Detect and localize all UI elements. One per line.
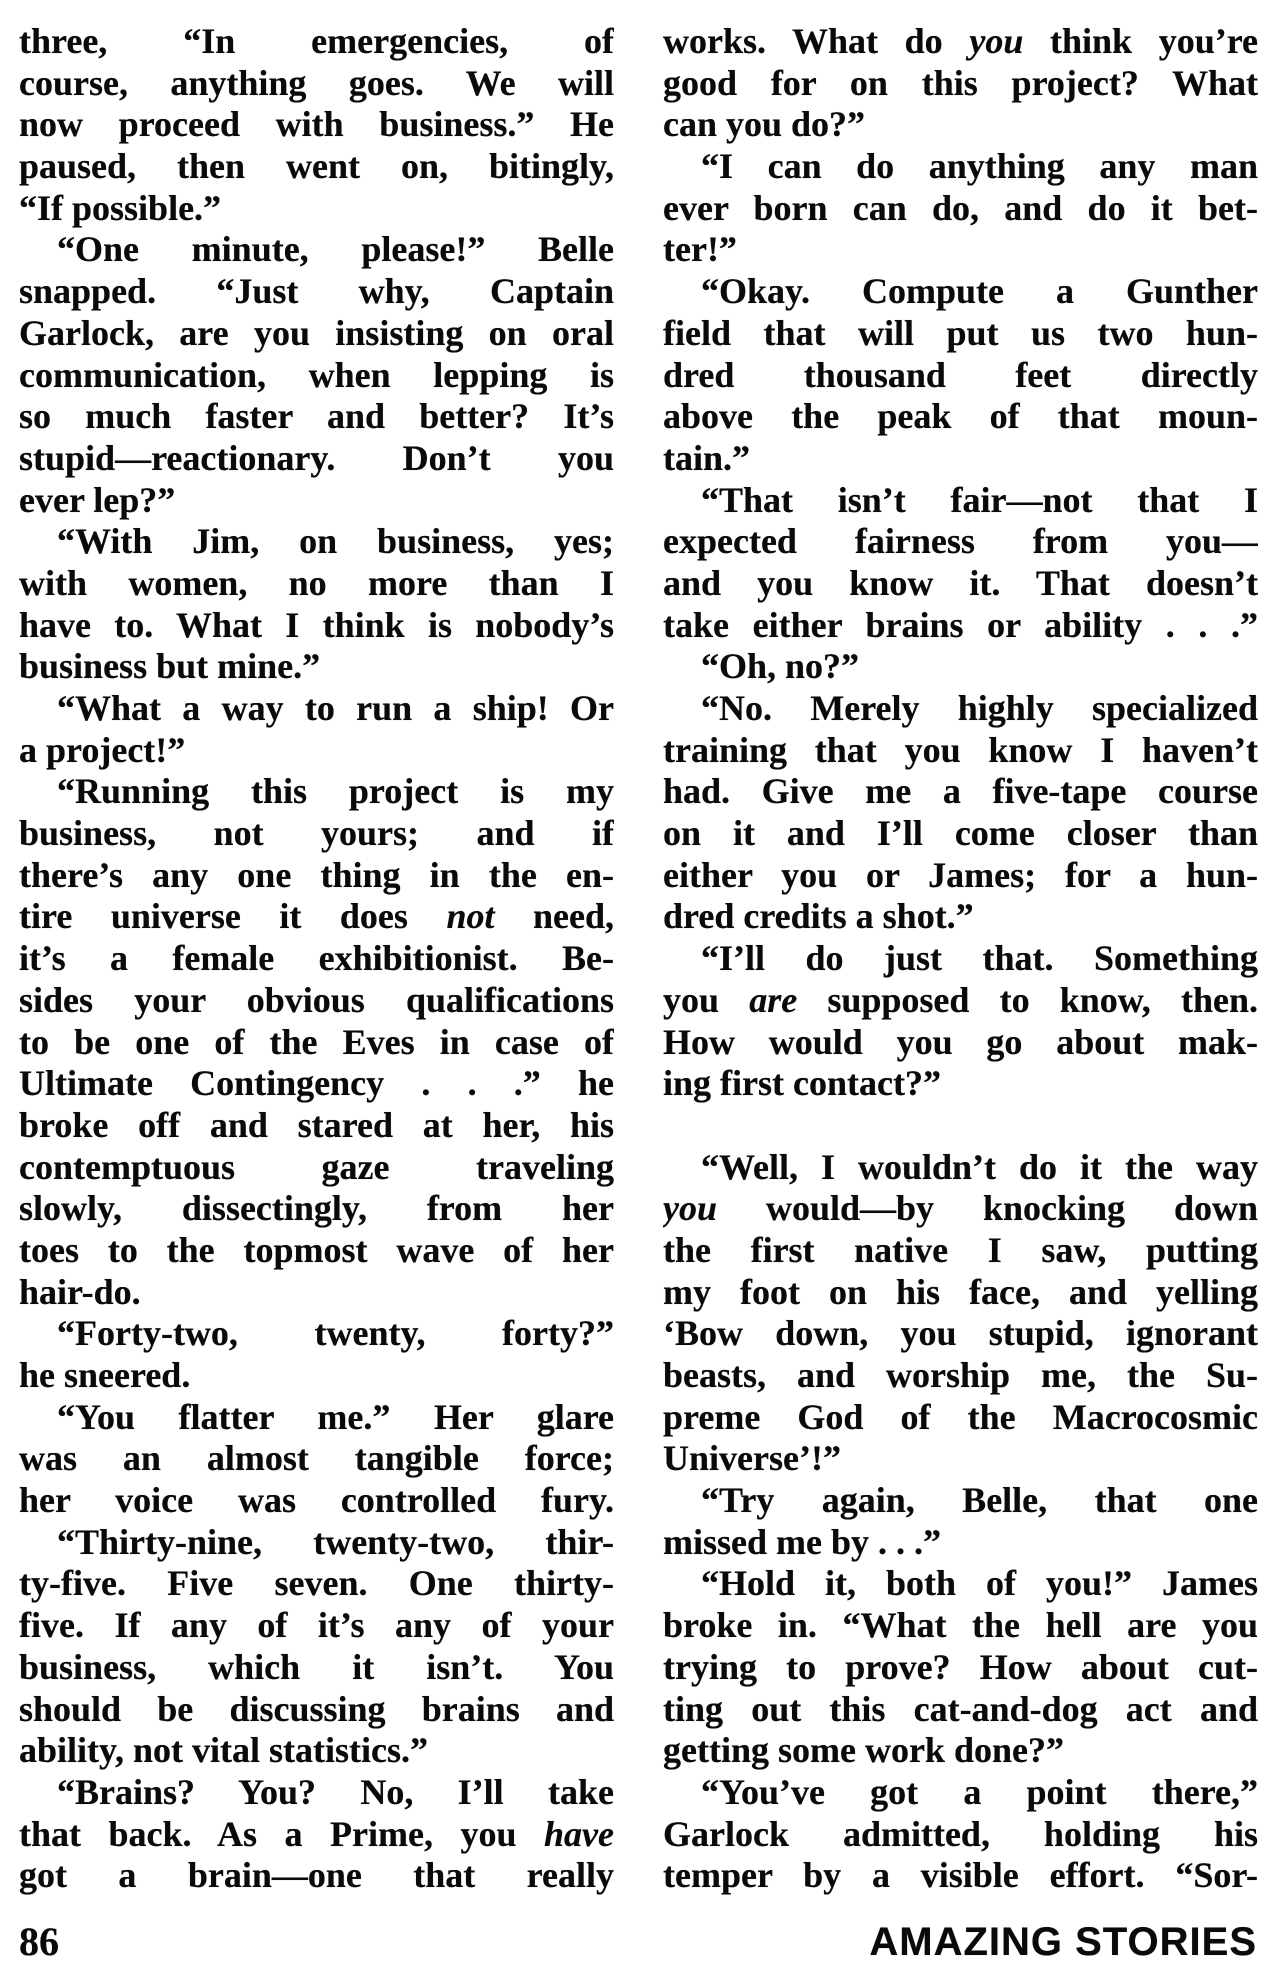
text-line: ting out this cat-and-dog act and	[663, 1688, 1258, 1729]
text-line: slowly, dissectingly, from her	[19, 1188, 614, 1229]
text-line: Garlock admitted, holding his	[663, 1813, 1258, 1854]
text-line: business but mine.”	[19, 646, 321, 687]
text-column-right	[663, 21, 1258, 1897]
text-line: should be discussing brains and	[19, 1688, 614, 1729]
text-line: Ultimate Contingency . . .” he	[19, 1063, 614, 1104]
text-line: trying to prove? How about cut-	[663, 1646, 1258, 1687]
text-line: can you do?”	[663, 104, 866, 145]
text-line: “Well, I wouldn’t do it the way	[701, 1146, 1258, 1187]
text-column-left	[19, 21, 614, 1897]
text-line: three, “In emergencies, of	[19, 21, 614, 61]
text-line: he sneered.	[19, 1355, 191, 1395]
text-line: “Okay. Compute a Gunther	[701, 271, 1258, 312]
text-line: broke off and stared at her, his	[19, 1104, 614, 1145]
text-line: ter!”	[663, 229, 737, 270]
text-line: stupid—reactionary. Don’t you	[19, 437, 614, 478]
text-line: business, not yours; and if	[19, 813, 614, 854]
text-line: on it and I’ll come closer than	[663, 813, 1258, 854]
text-line: “What a way to run a ship! Or	[57, 688, 614, 728]
text-line: to be one of the Eves in case of	[19, 1021, 614, 1062]
text-line: “Forty-two, twenty, forty?”	[57, 1313, 614, 1354]
text-line: “You’ve got a point there,”	[701, 1771, 1258, 1812]
text-line: the first native I saw, putting	[663, 1229, 1258, 1270]
text-line: above the peak of that moun-	[663, 396, 1258, 437]
text-line: How would you go about mak-	[663, 1021, 1258, 1062]
text-line: you would—by knocking down	[663, 1188, 1258, 1229]
text-line: “Brains? You? No, I’ll take	[57, 1771, 614, 1812]
text-line: ing first contact?”	[663, 1063, 941, 1104]
text-line: and you know it. That doesn’t	[663, 562, 1258, 603]
text-columns	[19, 21, 1258, 1897]
text-line: got a brain—one that really	[19, 1855, 614, 1896]
text-line: expected fairness from you—	[663, 521, 1258, 562]
text-line: had. Give me a five-tape course	[663, 771, 1258, 812]
text-line: now proceed with business.” He	[19, 104, 614, 145]
text-line: ty-five. Five seven. One thirty-	[19, 1563, 614, 1604]
text-line: Garlock, are you insisting on oral	[19, 312, 614, 353]
text-line: “Oh, no?”	[701, 646, 860, 687]
text-line: missed me by . . .”	[663, 1521, 941, 1562]
text-line: take either brains or ability . . .”	[663, 604, 1258, 645]
text-line: ‘Bow down, you stupid, ignorant	[663, 1313, 1258, 1354]
text-line: snapped. “Just why, Captain	[19, 271, 614, 312]
text-line: business, which it isn’t. You	[19, 1646, 614, 1687]
text-line: hair-do.	[19, 1271, 141, 1312]
text-line: preme God of the Macrocosmic	[663, 1396, 1258, 1437]
text-line: either you or James; for a hun-	[663, 854, 1258, 895]
text-line: contemptuous gaze traveling	[19, 1146, 614, 1187]
text-line: “Running this project is my	[57, 771, 614, 812]
text-line: you are supposed to know, then.	[663, 979, 1258, 1020]
text-line: “If possible.”	[19, 187, 222, 228]
text-line: “Thirty-nine, twenty-two, thir-	[57, 1521, 614, 1562]
text-line: “I can do anything any man	[701, 146, 1258, 187]
text-line: “That isn’t fair—not that I	[701, 479, 1258, 520]
text-line: dred thousand feet directly	[663, 354, 1258, 395]
text-line: ever lep?”	[19, 479, 176, 520]
text-line: getting some work done?”	[663, 1730, 1064, 1771]
text-line: so much faster and better? It’s	[19, 396, 614, 437]
text-line: a project!”	[19, 729, 186, 770]
text-line: toes to the topmost wave of her	[19, 1229, 614, 1270]
text-line: “Try again, Belle, that one	[701, 1480, 1258, 1521]
text-line: tire universe it does not need,	[19, 896, 614, 937]
text-line: ever born can do, and do it bet-	[663, 187, 1258, 228]
text-line: training that you know I haven’t	[663, 729, 1258, 770]
text-line: broke in. “What the hell are you	[663, 1605, 1258, 1646]
text-line: “With Jim, on business, yes;	[57, 521, 614, 562]
text-line: ability, not vital statistics.”	[19, 1730, 429, 1771]
page-number: 86	[19, 1919, 59, 1964]
text-line: “I’ll do just that. Something	[701, 938, 1258, 979]
text-line: her voice was controlled fury.	[19, 1480, 614, 1521]
text-line: course, anything goes. We will	[19, 62, 614, 103]
text-line: tain.”	[663, 437, 751, 478]
text-line: “One minute, please!” Belle	[57, 229, 614, 270]
text-line: “No. Merely highly specialized	[701, 688, 1258, 728]
text-line: have to. What I think is nobody’s	[19, 604, 614, 645]
text-line: five. If any of it’s any of your	[19, 1605, 614, 1646]
text-line: that back. As a Prime, you have	[19, 1813, 614, 1854]
text-line: works. What do you think you’re	[663, 21, 1258, 61]
text-line: beasts, and worship me, the Su-	[663, 1355, 1258, 1395]
text-line: field that will put us two hun-	[663, 312, 1258, 353]
magazine-title: AMAZING STORIES	[869, 1920, 1257, 1964]
text-line: “Hold it, both of you!” James	[701, 1563, 1258, 1604]
page-footer	[19, 1912, 1257, 1964]
text-line: there’s any one thing in the en-	[19, 854, 614, 895]
text-line: with women, no more than I	[19, 562, 614, 603]
text-line: my foot on his face, and yelling	[663, 1271, 1258, 1312]
text-line: communication, when lepping is	[19, 354, 614, 395]
text-line: it’s a female exhibitionist. Be-	[19, 938, 614, 979]
text-line: paused, then went on, bitingly,	[19, 146, 614, 187]
text-line: Universe’!”	[663, 1438, 841, 1479]
text-line: was an almost tangible force;	[19, 1438, 614, 1479]
text-line: dred credits a shot.”	[663, 896, 974, 937]
blank-line	[663, 1105, 1258, 1147]
text-line: good for on this project? What	[663, 62, 1258, 103]
text-line: temper by a visible effort. “Sor-	[663, 1855, 1258, 1896]
text-line: sides your obvious qualifications	[19, 979, 614, 1020]
text-line: “You flatter me.” Her glare	[57, 1396, 614, 1437]
